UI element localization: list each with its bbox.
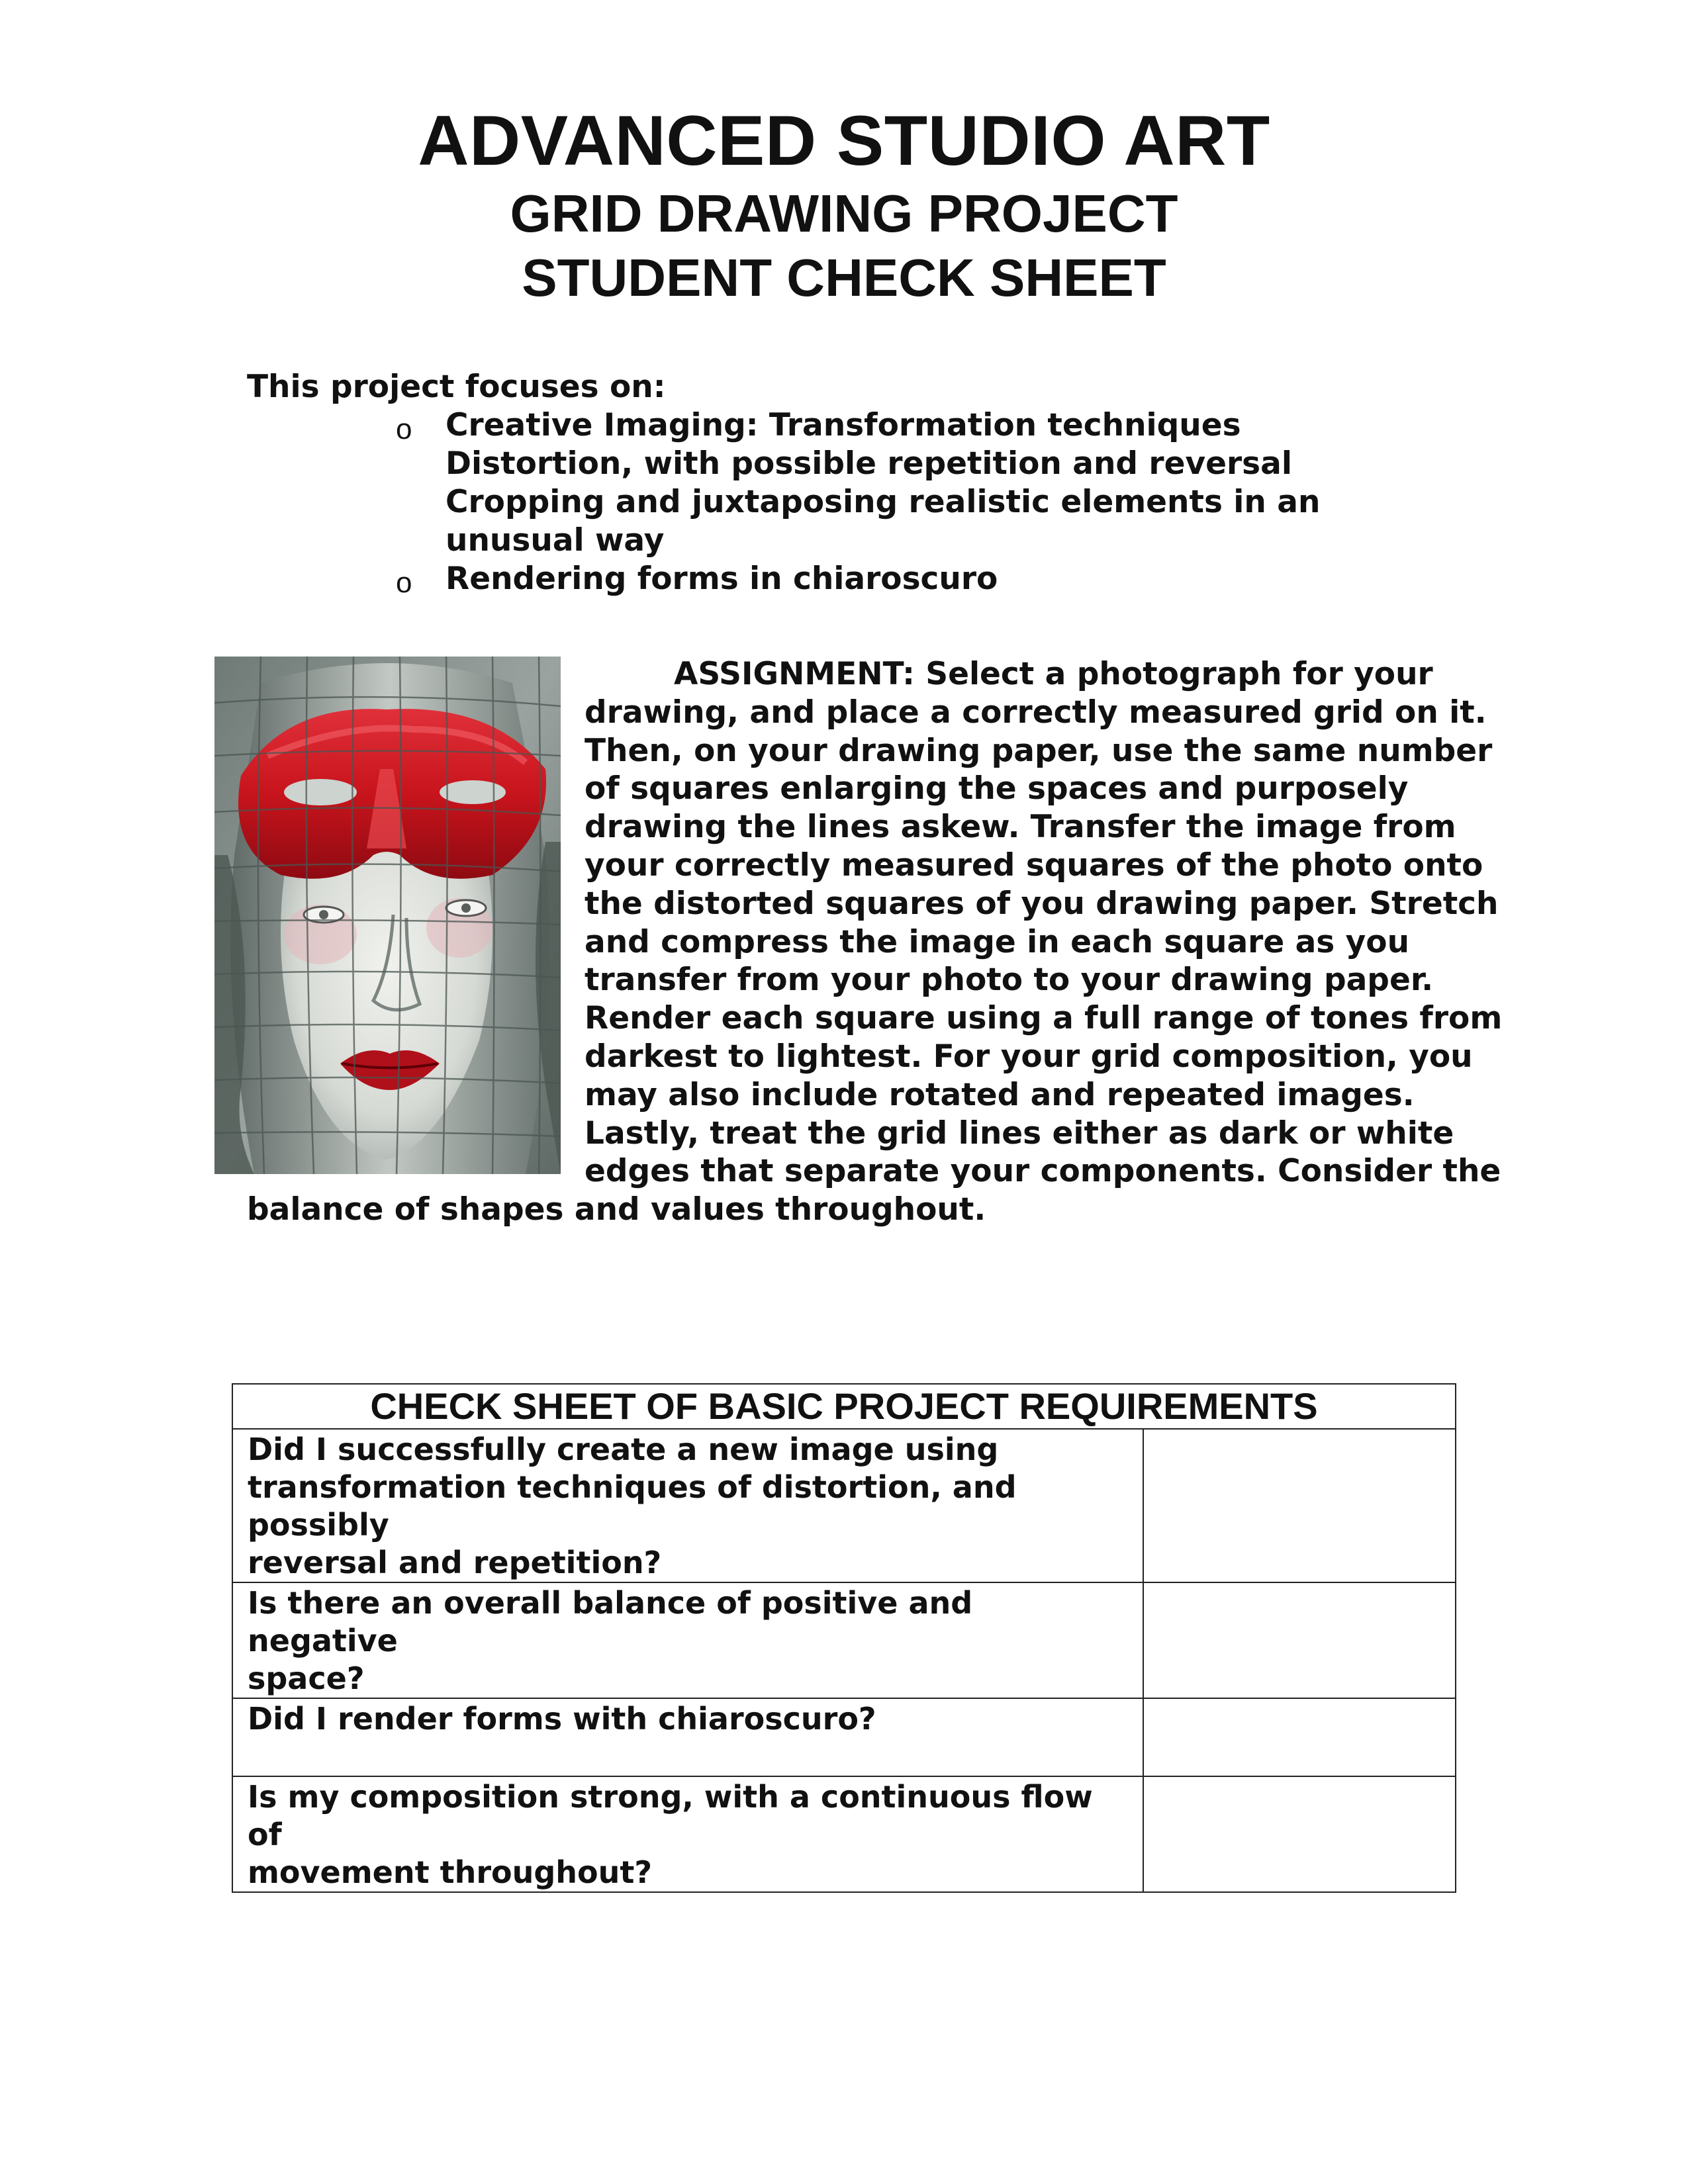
assignment-line: your correctly measured squares of the photo onto — [585, 846, 1483, 884]
checksheet-row — [232, 1429, 1456, 1582]
page-title: ADVANCED STUDIO ART — [418, 101, 1270, 180]
assignment-line: transfer from your photo to your drawing paper. — [585, 962, 1434, 999]
assignment-line: balance of shapes and values throughout. — [247, 1191, 986, 1228]
checksheet-row — [232, 1698, 1456, 1776]
question-line: Did I render forms with chiaroscuro? — [248, 1701, 876, 1737]
checksheet-row — [232, 1582, 1456, 1698]
focus-line: Cropping and juxtaposing realistic elements in an — [445, 484, 1321, 520]
check-box[interactable] — [1143, 1776, 1456, 1892]
requirement-question — [232, 1698, 1143, 1776]
assignment-line: Render each square using a full range of tones from — [585, 1000, 1503, 1037]
question-line: movement throughout? — [248, 1854, 653, 1890]
question-line: reversal and repetition? — [248, 1545, 662, 1580]
checksheet-header-row — [232, 1384, 1456, 1429]
question-line: Is my composition strong, with a continuous flow of — [248, 1779, 1093, 1852]
assignment-line: Then, on your drawing paper, use the same number — [585, 732, 1493, 769]
question-line: Is there an overall balance of positive and negative — [248, 1585, 973, 1659]
checksheet-title: CHECK SHEET OF BASIC PROJECT REQUIREMENTS — [232, 1384, 1456, 1429]
assignment-line: Lastly, treat the grid lines either as dark or white — [585, 1115, 1454, 1152]
assignment-text — [247, 655, 1503, 1229]
checksheet-row — [232, 1776, 1456, 1892]
question-line: transformation techniques of distortion, and possibly — [248, 1469, 1017, 1543]
check-box[interactable] — [1143, 1429, 1456, 1582]
requirement-question — [232, 1776, 1143, 1892]
question-line: Did I successfully create a new image using — [248, 1432, 999, 1467]
bullet-icon: o — [396, 567, 412, 599]
bullet-icon: o — [396, 413, 412, 445]
assignment-line: of squares enlarging the spaces and purposely — [585, 770, 1409, 807]
focus-line: Distortion, with possible repetition and reversal — [445, 445, 1292, 482]
assignment-line: may also include rotated and repeated images. — [585, 1076, 1415, 1113]
checksheet-subtitle: STUDENT CHECK SHEET — [522, 248, 1166, 307]
assignment-line: and compress the image in each square as you — [585, 923, 1410, 960]
focus-line: Rendering forms in chiaroscuro — [445, 561, 998, 597]
check-box[interactable] — [1143, 1698, 1456, 1776]
focus-list — [247, 406, 1372, 598]
focus-line: unusual way — [445, 522, 665, 559]
focus-intro: This project focuses on: — [247, 369, 666, 405]
assignment-line: darkest to lightest. For your grid composition, you — [585, 1038, 1473, 1075]
assignment-line: the distorted squares of you drawing paper. Stretch — [585, 885, 1499, 922]
question-line: space? — [248, 1661, 365, 1696]
assignment-line: drawing, and place a correctly measured grid on it. — [585, 694, 1487, 731]
focus-line: Creative Imaging: Transformation techniques — [445, 407, 1241, 443]
focus-item-creative-imaging — [247, 406, 1372, 560]
focus-item-chiaroscuro — [247, 560, 1372, 598]
assignment-line: drawing the lines askew. Transfer the image from — [585, 809, 1456, 846]
project-focus — [247, 368, 1372, 598]
page-header — [0, 99, 1688, 310]
requirement-question — [232, 1582, 1143, 1698]
project-subtitle: GRID DRAWING PROJECT — [510, 184, 1178, 243]
assignment-line: edges that separate your components. Consider the — [585, 1153, 1501, 1190]
check-box[interactable] — [1143, 1582, 1456, 1698]
requirement-question — [232, 1429, 1143, 1582]
assignment-line: ASSIGNMENT: Select a photograph for your — [674, 656, 1433, 692]
requirements-checksheet — [232, 1383, 1456, 1893]
